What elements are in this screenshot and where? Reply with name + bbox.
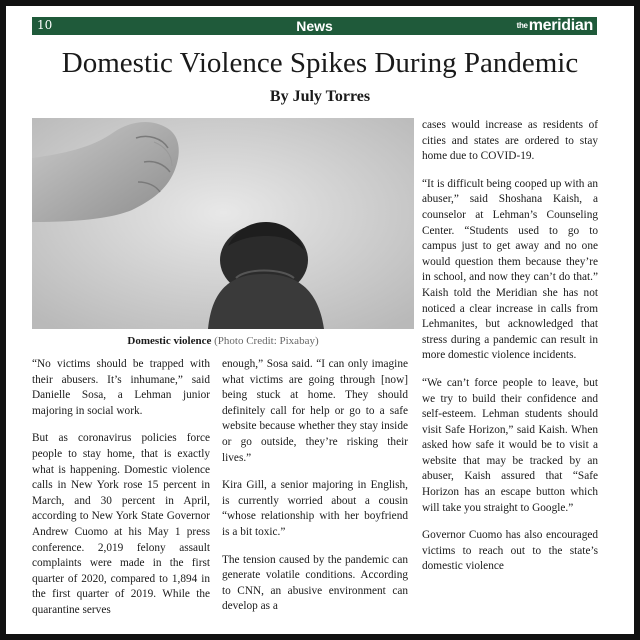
- paragraph: cases would increase as residents of cities and states are ordered to stay home due to COVID-19.: [422, 119, 598, 163]
- paragraph: The tension caused by the pandemic can generate volatile conditions. According to CNN, an abusive environment can develop as a: [222, 553, 408, 613]
- paragraph: “We can’t force people to leave, but we try to build their confidence and self-esteem. Lehman students should visit Safe Horizon,” said Kaish. When asked how safe it would be to visit a website that may be tracked by an abuser, Kaish assured that “Safe Horizon has an escape button which will take you straight to Google.”: [422, 376, 598, 514]
- byline: By July Torres: [269, 88, 371, 105]
- paragraph: Governor Cuomo has also encouraged victims to reach out to the state’s domestic violence: [422, 529, 598, 573]
- section-label: News: [296, 18, 333, 34]
- logo-name: meridian: [528, 17, 593, 34]
- caption-credit: (Photo Credit: Pixabay): [214, 335, 319, 347]
- paragraph: Kira Gill, a senior majoring in English, is currently worried about a cousin “whose relationship with her boyfriend is a bit toxic.”: [222, 479, 408, 538]
- section-header-bar: [32, 17, 597, 35]
- paragraph: “It is difficult being cooped up with an abuser,” said Shoshana Kaish, a counselor at Lehman’s Counseling Center. “Students used to go to campus just to get away and no one would question them because they’re in school, and now they can’t do that.” Kaish told the Meridian she has not noticed a clear increase in calls from Lehmanites, but acknowledged that stress during a pandemic can result in more domestic violence incidents.: [422, 177, 598, 362]
- article-column-3: [422, 118, 598, 640]
- article-column-2: [222, 357, 408, 640]
- page-number: 10: [37, 18, 53, 32]
- article-column-1: [32, 357, 210, 640]
- paragraph: “No victims should be trapped with their abusers. It’s inhumane,” said Danielle Sosa, a Lehman junior majoring in social work.: [32, 358, 210, 417]
- paragraph: But as coronavirus policies force people to stay home, that is exactly what is happening. Domestic violence calls in New York rose 15 percent in March, and 30 percent in April, according to New York State Governor Andrew Cuomo at his May 1 press conference. 2,019 felony assault complaints were made in the first quarter of 2020, compared to 1,894 in the first quarter of 2019. While the quarantine serves: [32, 432, 210, 616]
- publication-logo: [517, 17, 593, 35]
- article-photo: [32, 118, 414, 329]
- logo-prefix: the: [516, 21, 528, 30]
- caption-title: Domestic violence: [127, 335, 212, 347]
- headline: Domestic Violence Spikes During Pandemic: [61, 47, 579, 79]
- photo-caption: [32, 335, 414, 347]
- paragraph: enough,” Sosa said. “I can only imagine what victims are going through [now] being stuck at home. They should definitely call for help or go to a safe website because whether they stay inside or go outside, they’re risking their lives.”: [222, 358, 408, 464]
